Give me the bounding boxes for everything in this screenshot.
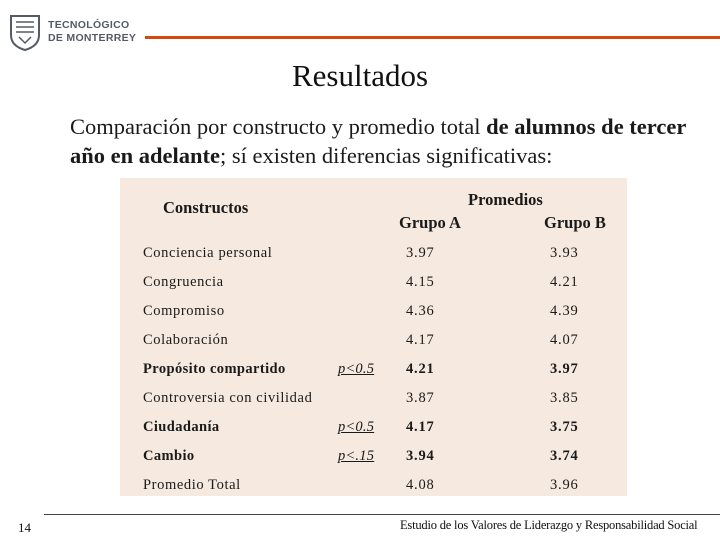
intro-text (70, 112, 690, 170)
footer-text: Estudio de los Valores de Liderazgo y Responsabilidad Social (400, 518, 698, 532)
page-number: 14 (18, 520, 31, 535)
row-label: Colaboración (143, 332, 229, 348)
intro-part-3: ; sí existen diferencias significativas: (220, 143, 553, 168)
results-table (120, 178, 627, 496)
footer-rule (44, 514, 720, 515)
row-value-group-b: 3.74 (550, 448, 579, 464)
row-value-group-a: 3.87 (406, 390, 435, 406)
row-label: Controversia con civilidad (143, 390, 313, 406)
row-significance: p<0.5 (338, 419, 375, 435)
institution-logo (8, 10, 178, 54)
row-value-group-b: 3.96 (550, 477, 579, 493)
row-value-group-a: 3.94 (406, 448, 435, 464)
row-value-group-a: 4.15 (406, 274, 435, 290)
logo-line-1: TECNOLÓGICO (48, 19, 130, 31)
row-value-group-a: 4.17 (406, 332, 435, 348)
row-value-group-b: 3.97 (550, 361, 579, 377)
row-value-group-a: 4.08 (406, 477, 435, 493)
intro-part-1: Comparación por constructo y promedio total (70, 114, 481, 139)
header-averages: Promedios (468, 190, 543, 209)
row-value-group-b: 3.85 (550, 390, 579, 406)
row-value-group-a: 4.17 (406, 419, 435, 435)
row-label: Promedio Total (143, 477, 241, 493)
logo-line-2: DE MONTERREY (48, 32, 137, 44)
row-value-group-b: 3.93 (550, 245, 579, 261)
row-value-group-a: 4.36 (406, 303, 435, 319)
row-value-group-a: 3.97 (406, 245, 435, 261)
intro-part-2: de alumnos de tercer año en adelante (70, 114, 686, 168)
logo-text (48, 19, 136, 45)
header-rule (145, 36, 720, 39)
row-label: Propósito compartido (143, 361, 286, 377)
header-constructs: Constructos (163, 198, 249, 217)
row-label: Conciencia personal (143, 245, 273, 261)
header-group-a: Grupo A (399, 213, 461, 232)
row-value-group-b: 4.07 (550, 332, 579, 348)
row-value-group-b: 3.75 (550, 419, 579, 435)
seal-icon (8, 13, 42, 51)
slide-title: Resultados (291, 58, 429, 93)
row-significance: p<.15 (338, 448, 375, 464)
row-label: Compromiso (143, 303, 225, 319)
row-label: Ciudadanía (143, 419, 220, 435)
header-group-b: Grupo B (544, 213, 606, 232)
row-label: Cambio (143, 448, 195, 464)
row-value-group-a: 4.21 (406, 361, 435, 377)
row-significance: p<0.5 (338, 361, 375, 377)
row-value-group-b: 4.21 (550, 274, 579, 290)
row-label: Congruencia (143, 274, 224, 290)
row-value-group-b: 4.39 (550, 303, 579, 319)
